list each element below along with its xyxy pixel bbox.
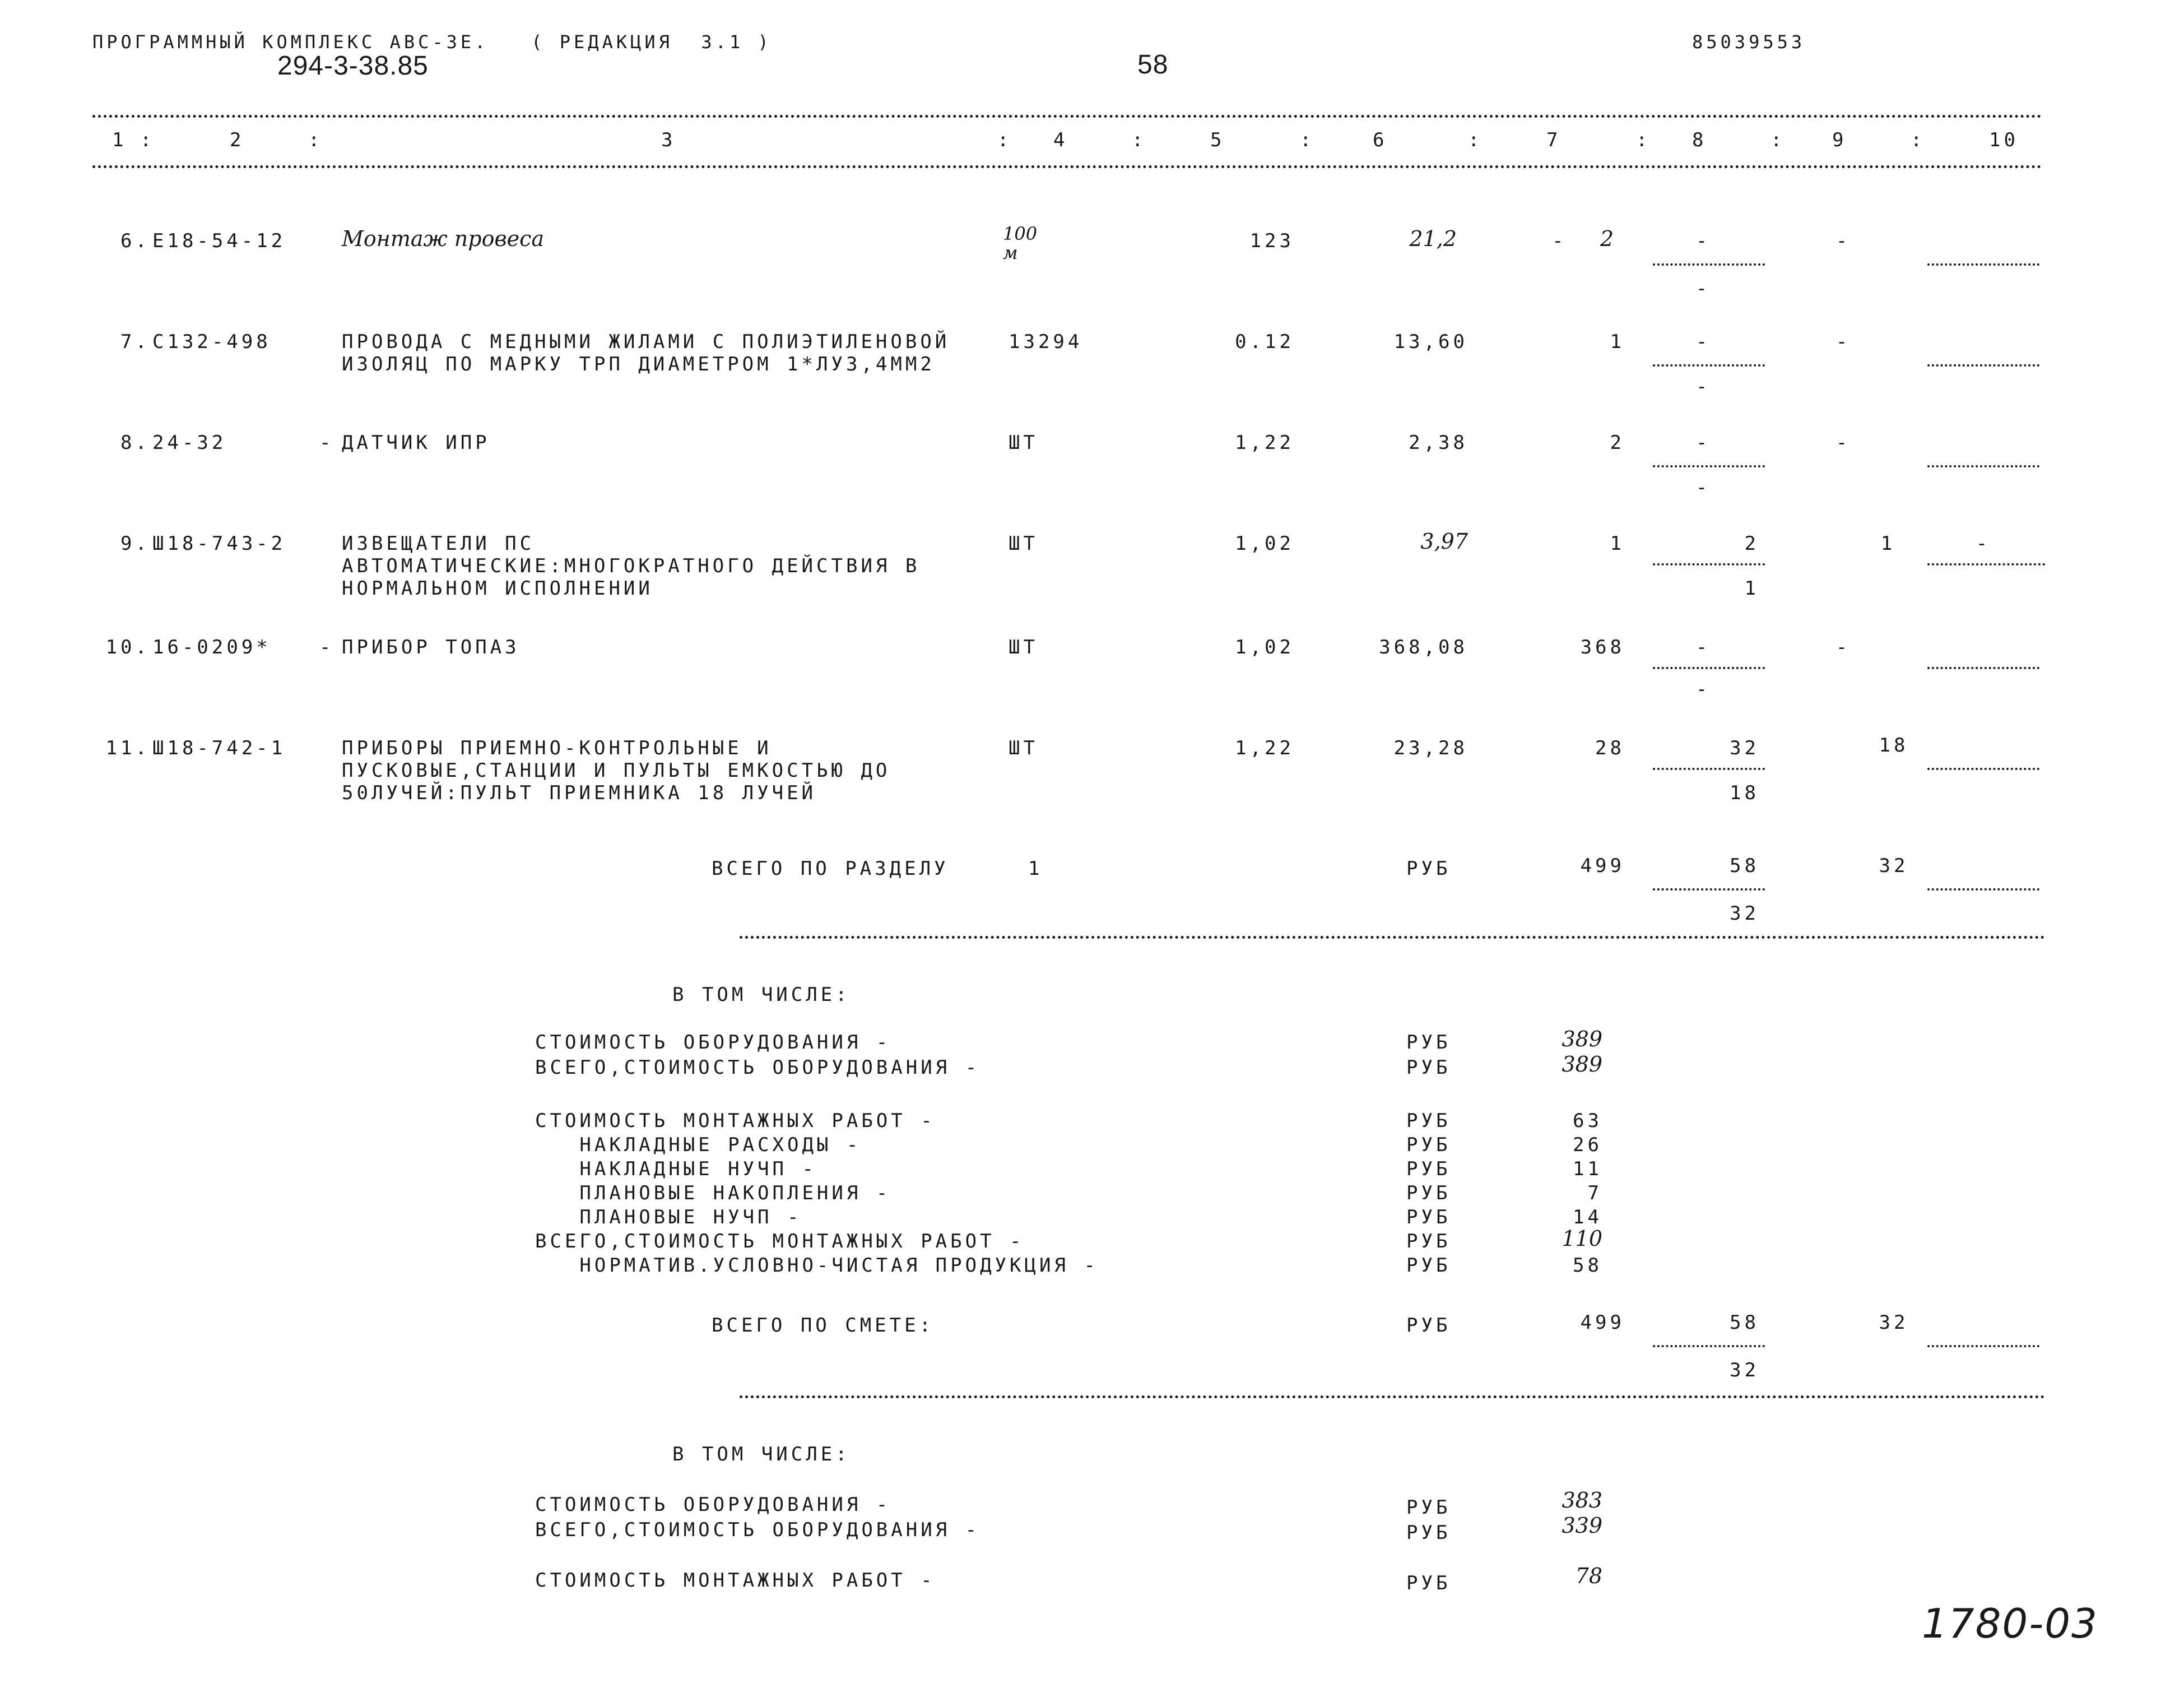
fraction-line bbox=[1653, 364, 1765, 367]
cost-value: 14 bbox=[1573, 1206, 1602, 1228]
col-7: 7 bbox=[1546, 129, 1562, 151]
page-number: 58 bbox=[1137, 50, 1169, 80]
including-heading: В ТОМ ЧИСЛЕ: bbox=[672, 1443, 851, 1466]
row-unit: ШТ bbox=[1009, 432, 1038, 454]
cost-label: ВСЕГО,СТОИМОСТЬ МОНТАЖНЫХ РАБОТ - bbox=[535, 1230, 1025, 1253]
section-number: 1 bbox=[1028, 857, 1043, 880]
row-name: ПРОВОДА С МЕДНЫМИ ЖИЛАМИ С ПОЛИЭТИЛЕНОВОЙ bbox=[342, 331, 950, 353]
row-total: 28 bbox=[1595, 737, 1625, 759]
cost-label: ПЛАНОВЫЕ НАКОПЛЕНИЯ - bbox=[535, 1182, 891, 1204]
row-col8-top: - bbox=[1695, 636, 1711, 658]
row-price: 23,28 bbox=[1393, 737, 1468, 759]
cost-label: НАКЛАДНЫЕ НУЧП - bbox=[535, 1158, 817, 1180]
fraction-line bbox=[1653, 563, 1765, 565]
fraction-line bbox=[1927, 364, 2039, 367]
row-col8-top: - bbox=[1695, 432, 1711, 454]
row-num: 6. bbox=[120, 230, 150, 252]
estimate-total-value: 499 bbox=[1580, 1311, 1625, 1334]
cost-value: 7 bbox=[1587, 1182, 1602, 1204]
row-code: 24-32 bbox=[152, 432, 227, 454]
fraction-line bbox=[1927, 563, 2045, 565]
row-col8-bottom: - bbox=[1695, 678, 1711, 701]
row-name-line2: АВТОМАТИЧЕСКИЕ:МНОГОКРАТНОГО ДЕЙСТВИЯ В bbox=[342, 555, 921, 577]
row-col10: - bbox=[1976, 532, 1991, 555]
row-col8-bottom: - bbox=[1695, 375, 1711, 398]
cost-unit: РУБ bbox=[1406, 1056, 1451, 1079]
cost-value: 11 bbox=[1573, 1158, 1602, 1180]
cost-value: 389 bbox=[1562, 1027, 1602, 1051]
fraction-line bbox=[1927, 768, 2039, 770]
row-col8-bottom: - bbox=[1695, 476, 1711, 499]
cost-unit: РУБ bbox=[1406, 1182, 1451, 1204]
estimate-total-unit: РУБ bbox=[1406, 1314, 1451, 1337]
header-rule-bottom bbox=[92, 165, 2042, 168]
section-total-unit: РУБ bbox=[1406, 857, 1451, 880]
estimate-total-label: ВСЕГО ПО СМЕТЕ: bbox=[712, 1314, 935, 1337]
row-code: 16-0209* bbox=[152, 636, 271, 658]
row-qty: 1,22 bbox=[1235, 432, 1294, 454]
row-total: 2 bbox=[1600, 226, 1614, 251]
cost-value: 383 bbox=[1562, 1488, 1602, 1513]
row-unit: ШТ bbox=[1009, 737, 1038, 759]
row-name: Монтаж провеса bbox=[342, 226, 544, 251]
cost-label: ВСЕГО,СТОИМОСТЬ ОБОРУДОВАНИЯ - bbox=[535, 1056, 981, 1079]
section-col8-bottom: 32 bbox=[1730, 902, 1759, 925]
row-code: Е18-54-12 bbox=[152, 230, 286, 252]
row-total: 1 bbox=[1610, 331, 1625, 353]
row-price: 3,97 bbox=[1420, 529, 1468, 554]
row-name-line3: НОРМАЛЬНОМ ИСПОЛНЕНИИ bbox=[342, 577, 653, 600]
col-8: 8 bbox=[1692, 129, 1707, 151]
cost-label: СТОИМОСТЬ МОНТАЖНЫХ РАБОТ - bbox=[535, 1569, 936, 1592]
fraction-line bbox=[1653, 667, 1765, 669]
fraction-line bbox=[1927, 1345, 2039, 1347]
section-col9: 32 bbox=[1879, 855, 1909, 877]
row-unit: 13294 bbox=[1009, 331, 1083, 353]
col-5: 5 bbox=[1210, 129, 1225, 151]
fraction-line bbox=[1653, 263, 1765, 266]
row-num: 8. bbox=[120, 432, 150, 454]
row-code: С132-498 bbox=[152, 331, 271, 353]
section-total-value: 499 bbox=[1580, 855, 1625, 877]
row-price: 13,60 bbox=[1393, 331, 1468, 353]
row-col8-bottom: - bbox=[1695, 277, 1711, 300]
row-qty: 123 bbox=[1249, 230, 1294, 252]
cost-unit: РУБ bbox=[1406, 1158, 1451, 1180]
row-price: 2,38 bbox=[1409, 432, 1468, 454]
row-qty: 1,02 bbox=[1235, 532, 1294, 555]
fraction-line bbox=[1927, 667, 2039, 669]
row-col9: - bbox=[1836, 636, 1851, 658]
cost-unit: РУБ bbox=[1406, 1572, 1451, 1594]
row-total: 1 bbox=[1610, 532, 1625, 555]
col-10: 10 bbox=[1989, 129, 2019, 151]
cost-label: НАКЛАДНЫЕ РАСХОДЫ - bbox=[535, 1134, 862, 1156]
cost-unit: РУБ bbox=[1406, 1110, 1451, 1132]
row-col9: - bbox=[1836, 432, 1851, 454]
cost-value: 389 bbox=[1562, 1052, 1602, 1077]
row-col8-top: - bbox=[1695, 230, 1711, 252]
archive-number-stamp: 1780-03 bbox=[1922, 1600, 2098, 1647]
cost-value: 110 bbox=[1562, 1226, 1602, 1251]
col-3: 3 bbox=[661, 129, 676, 151]
fraction-line bbox=[1653, 465, 1765, 467]
row-name-line2: ИЗОЛЯЦ ПО МАРКУ ТРП ДИАМЕТРОМ 1*ЛУ3,4ММ2 bbox=[342, 353, 935, 375]
fraction-line bbox=[1927, 263, 2039, 266]
cost-unit: РУБ bbox=[1406, 1206, 1451, 1228]
document-code: 85039553 bbox=[1692, 31, 1806, 53]
row-name-line3: 50ЛУЧЕЙ:ПУЛЬТ ПРИЕМНИКА 18 ЛУЧЕЙ bbox=[342, 782, 817, 804]
row-col9: 1 bbox=[1880, 532, 1896, 555]
row-qty: 0.12 bbox=[1235, 331, 1294, 353]
cost-label: СТОИМОСТЬ ОБОРУДОВАНИЯ - bbox=[535, 1494, 891, 1516]
cost-unit: РУБ bbox=[1406, 1031, 1451, 1054]
fraction-line bbox=[1927, 465, 2039, 467]
col-6: 6 bbox=[1373, 129, 1388, 151]
row-price: 368,08 bbox=[1379, 636, 1468, 658]
row-col9: - bbox=[1836, 331, 1851, 353]
program-title: ПРОГРАММНЫЙ КОМПЛЕКС АВС-3Е. ( РЕДАКЦИЯ 3.1 ) bbox=[92, 31, 772, 53]
cost-label: СТОИМОСТЬ МОНТАЖНЫХ РАБОТ - bbox=[535, 1110, 936, 1132]
row-col9: - bbox=[1836, 230, 1851, 252]
row-name: ПРИБОРЫ ПРИЕМНО-КОНТРОЛЬНЫЕ И bbox=[342, 737, 772, 759]
including-heading: В ТОМ ЧИСЛЕ: bbox=[672, 984, 851, 1006]
estimate-col8-top: 58 bbox=[1730, 1311, 1759, 1334]
document-number: 294-3-38.85 bbox=[277, 51, 429, 81]
row-name: ПРИБОР ТОПАЗ bbox=[342, 636, 520, 658]
row-col9: 18 bbox=[1879, 734, 1909, 757]
fraction-line bbox=[1653, 768, 1765, 770]
row-name: ИЗВЕЩАТЕЛИ ПС bbox=[342, 532, 535, 555]
row-unit: 100 м bbox=[1003, 223, 1038, 263]
fraction-line bbox=[1653, 888, 1765, 891]
separator-rule bbox=[740, 1395, 2045, 1398]
section-total-label: ВСЕГО ПО РАЗДЕЛУ bbox=[712, 857, 949, 880]
row-code: Ш18-742-1 bbox=[152, 737, 286, 759]
cost-unit: РУБ bbox=[1406, 1496, 1451, 1519]
row-code: Ш18-743-2 bbox=[152, 532, 286, 555]
row-qty: 1,22 bbox=[1235, 737, 1294, 759]
cost-label: НОРМАТИВ.УСЛОВНО-ЧИСТАЯ ПРОДУКЦИЯ - bbox=[535, 1254, 1099, 1277]
estimate-col8-bottom: 32 bbox=[1730, 1359, 1759, 1381]
separator-rule bbox=[740, 936, 2045, 939]
row-name-line2: ПУСКОВЫЕ,СТАНЦИИ И ПУЛЬТЫ ЕМКОСТЬЮ ДО bbox=[342, 759, 891, 782]
row-unit: ШТ bbox=[1009, 532, 1038, 555]
row-num: 10. bbox=[105, 636, 150, 658]
row-num: 9. bbox=[120, 532, 150, 555]
cost-label: СТОИМОСТЬ ОБОРУДОВАНИЯ - bbox=[535, 1031, 891, 1054]
row-price: 21,2 bbox=[1409, 226, 1457, 251]
cost-unit: РУБ bbox=[1406, 1134, 1451, 1156]
row-name: ДАТЧИК ИПР bbox=[342, 432, 490, 454]
row-col8-bottom: 18 bbox=[1730, 782, 1759, 804]
cost-value: 78 bbox=[1575, 1564, 1602, 1588]
cost-label: ВСЕГО,СТОИМОСТЬ ОБОРУДОВАНИЯ - bbox=[535, 1519, 981, 1541]
col-4: 4 bbox=[1053, 129, 1068, 151]
fraction-line bbox=[1927, 888, 2039, 891]
row-total: 368 bbox=[1580, 636, 1625, 658]
column-header: 1 : 2 : 3 : 4 : 5 : 6 : 7 : 8 : 9 : 10 bbox=[112, 129, 2019, 151]
cost-unit: РУБ bbox=[1406, 1230, 1451, 1253]
cost-value: 339 bbox=[1562, 1513, 1602, 1538]
row-unit: ШТ bbox=[1009, 636, 1038, 658]
cost-value: 26 bbox=[1573, 1134, 1602, 1156]
row-col8-top: 32 bbox=[1730, 737, 1759, 759]
row-col8-top: - bbox=[1695, 331, 1711, 353]
header-rule-top bbox=[92, 115, 2042, 118]
cost-label: ПЛАНОВЫЕ НУЧП - bbox=[535, 1206, 802, 1228]
row-num: 11. bbox=[105, 737, 150, 759]
cost-value: 58 bbox=[1573, 1254, 1602, 1277]
section-col8-top: 58 bbox=[1730, 855, 1759, 877]
estimate-col9: 32 bbox=[1879, 1311, 1909, 1334]
cost-unit: РУБ bbox=[1406, 1522, 1451, 1544]
cost-value: 63 bbox=[1573, 1110, 1602, 1132]
col-1: 1 bbox=[112, 129, 127, 151]
row-num: 7. bbox=[120, 331, 150, 353]
cost-unit: РУБ bbox=[1406, 1254, 1451, 1277]
fraction-line bbox=[1653, 1345, 1765, 1347]
row-total: 2 bbox=[1610, 432, 1625, 454]
row-col8-top: 2 bbox=[1744, 532, 1759, 555]
col-2: 2 bbox=[230, 129, 245, 151]
row-qty: 1,02 bbox=[1235, 636, 1294, 658]
row-col8-bottom: 1 bbox=[1744, 577, 1759, 600]
col-9: 9 bbox=[1832, 129, 1847, 151]
